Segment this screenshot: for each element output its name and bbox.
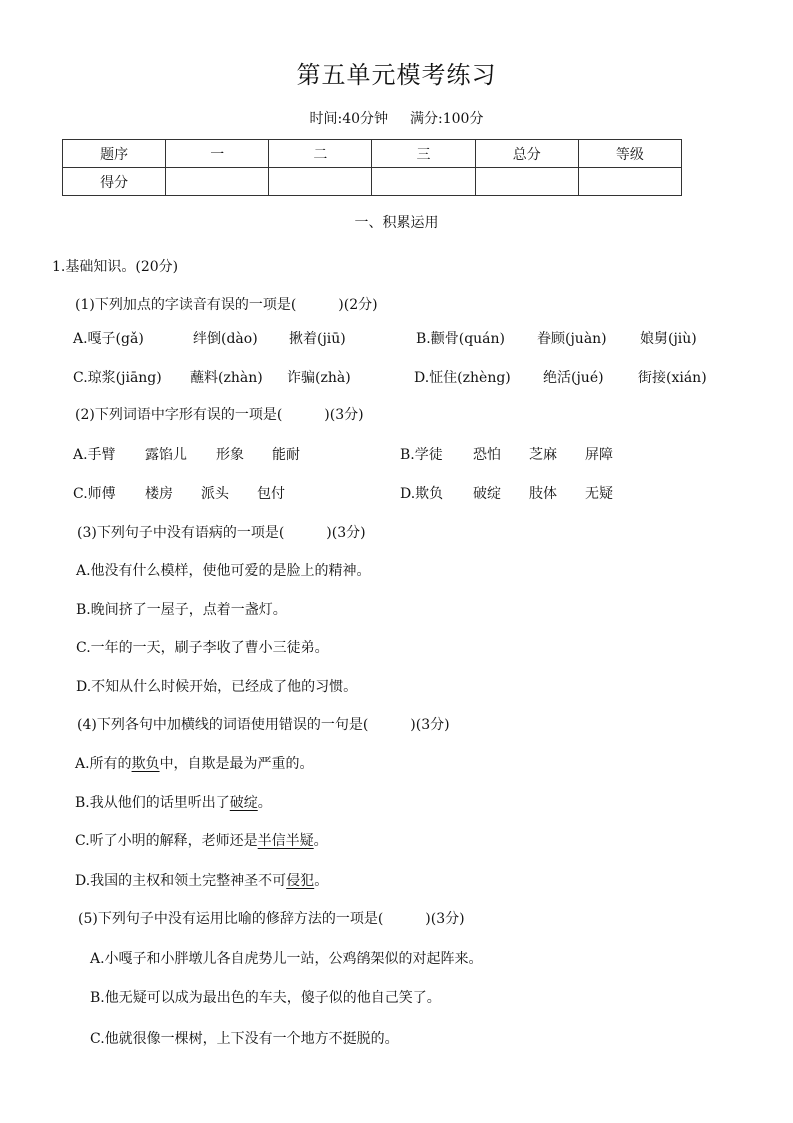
option-text: D.我国的主权和领土完整神圣不可 [75, 873, 287, 889]
exam-time: 时间:40分钟 [309, 111, 389, 127]
option-a: A.他没有什么模样，使他可爱的是脸上的精神。 [76, 563, 371, 579]
option-a: A.手臂 [73, 447, 116, 463]
option-a: A.小嘎子和小胖墩儿各自虎势儿一站，公鸡鹐架似的对起阵来。 [90, 951, 483, 967]
score-input-cell[interactable] [578, 168, 681, 196]
exam-full-score: 满分:100分 [410, 111, 484, 127]
score-cell: 一 [166, 140, 269, 168]
underlined-word: 破绽 [229, 795, 258, 811]
page-title: 第五单元模考练习 [296, 61, 497, 89]
option-text: A.所有的 [75, 756, 132, 772]
option-a-item: 揪着(jiū) [289, 331, 346, 347]
question-1-1-stem: (1)下列加点的字读音有误的一项是( )(2分) [75, 297, 378, 313]
score-input-cell[interactable] [166, 168, 269, 196]
option-d-item: 街接(xián) [638, 370, 707, 386]
option-b: B.学徒 [400, 447, 443, 463]
option-text: 。 [314, 873, 329, 889]
option-c: C.他就很像一棵树，上下没有一个地方不挺脱的。 [90, 1031, 399, 1047]
score-cell: 总分 [475, 140, 578, 168]
score-table-header-row [63, 140, 682, 168]
option-b [75, 792, 272, 812]
score-cell: 三 [372, 140, 475, 168]
option-d-item: 绝活(jué) [543, 370, 604, 386]
option-b-item: 眷顾(juàn) [537, 331, 607, 347]
option-b-item: 屏障 [585, 447, 613, 463]
option-c: C.一年的一天，刷子李收了曹小三徒弟。 [76, 640, 329, 656]
score-table-score-row [63, 168, 682, 196]
option-c-item: 蘸料(zhàn) [190, 370, 263, 386]
option-b-item: 恐怕 [473, 447, 501, 463]
score-input-cell[interactable] [475, 168, 578, 196]
question-1-5-stem: (5)下列句子中没有运用比喻的修辞方法的一项是( )(3分) [78, 911, 465, 927]
option-d-item: 无疑 [585, 486, 613, 502]
option-d-item: 破绽 [473, 486, 501, 502]
option-b-item: 娘舅(jiù) [640, 331, 697, 347]
option-b: B.颧骨(quán) [416, 331, 506, 347]
question-1-2-stem: (2)下列词语中字形有误的一项是( )(3分) [75, 407, 364, 423]
option-a [75, 753, 314, 773]
option-a-item: 绊倒(dào) [193, 331, 258, 347]
underlined-word: 半信半疑 [257, 833, 314, 849]
score-cell: 等级 [578, 140, 681, 168]
underlined-word: 侵犯 [286, 873, 315, 889]
score-table [62, 139, 682, 196]
option-text: C.听了小明的解释，老师还是 [75, 833, 258, 849]
option-d: D.怔住(zhèng) [414, 370, 511, 386]
option-d-item: 肢体 [529, 486, 557, 502]
section-heading: 一、积累运用 [354, 215, 439, 231]
score-cell: 得分 [63, 168, 166, 196]
score-cell: 二 [269, 140, 372, 168]
option-c-item: 诈骗(zhà) [287, 370, 351, 386]
option-d: D.不知从什么时候开始，已经成了他的习惯。 [76, 679, 358, 695]
question-1-title: 1.基础知识。(20分) [52, 259, 179, 275]
score-input-cell[interactable] [372, 168, 475, 196]
option-b: B.他无疑可以成为最出色的车夫，傻子似的他自己笑了。 [90, 990, 441, 1006]
option-text: 。 [313, 833, 328, 849]
option-b-item: 芝麻 [529, 447, 557, 463]
underlined-word: 欺负 [131, 756, 160, 772]
option-c-item: 派头 [201, 486, 229, 502]
option-a-item: 形象 [216, 447, 244, 463]
option-a-item: 能耐 [272, 447, 300, 463]
option-a: A.嘎子(gǎ) [73, 331, 144, 347]
option-b: B.晚间挤了一屋子，点着一盏灯。 [76, 602, 287, 618]
option-c: C.师傅 [73, 486, 116, 502]
option-a-item: 露馅儿 [145, 447, 187, 463]
option-c [75, 830, 328, 850]
score-cell: 题序 [63, 140, 166, 168]
question-1-4-stem: (4)下列各句中加横线的词语使用错误的一句是( )(3分) [77, 717, 450, 733]
option-c-item: 包付 [257, 486, 285, 502]
question-1-3-stem: (3)下列句子中没有语病的一项是( )(3分) [77, 525, 366, 541]
score-input-cell[interactable] [269, 168, 372, 196]
option-text: 中，自欺是最为严重的。 [159, 756, 314, 772]
option-text: 。 [257, 795, 272, 811]
option-d [75, 870, 328, 890]
option-c-item: 楼房 [145, 486, 173, 502]
option-text: B.我从他们的话里听出了 [75, 795, 230, 811]
option-d: D.欺负 [400, 486, 444, 502]
option-c: C.琼浆(jiāng) [73, 370, 162, 386]
exam-meta [0, 108, 793, 128]
